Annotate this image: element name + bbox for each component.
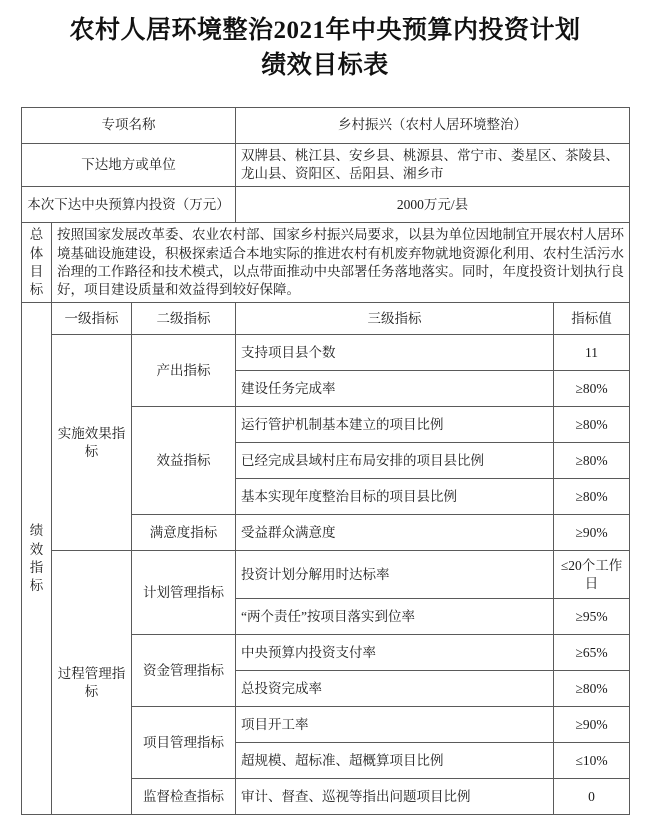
indicator-level2-project: 项目管理指标 bbox=[132, 707, 236, 779]
indicator-level3: 中央预算内投资支付率 bbox=[236, 635, 554, 671]
indicator-value: ≤20个工作日 bbox=[554, 551, 630, 599]
indicator-value: ≥80% bbox=[554, 407, 630, 443]
indicator-value: ≥80% bbox=[554, 443, 630, 479]
indicator-value: 11 bbox=[554, 335, 630, 371]
indicator-level3: 受益群众满意度 bbox=[236, 515, 554, 551]
header-level3: 三级指标 bbox=[236, 303, 554, 335]
indicator-value: ≥80% bbox=[554, 371, 630, 407]
indicator-level3: 超规模、超标准、超概算项目比例 bbox=[236, 743, 554, 779]
overall-goal-text: 按照国家发展改革委、农业农村部、国家乡村振兴局要求，以县为单位因地制宜开展农村人居环境基础设施建设，积极探索适合本地实际的推进农村有机废弃物就地资源化利用、农村生活污水治理的工作路径和技术模式，以点带面推动中央部署任务落地落实。同时，年度投资计划执行良好，项目建设质量和效益得到较好保障。 bbox=[52, 223, 630, 303]
program-name-value: 乡村振兴（农村人居环境整治） bbox=[236, 108, 630, 144]
locality-value: 双牌县、桃江县、安乡县、桃源县、常宁市、娄星区、茶陵县、龙山县、资阳区、岳阳县、湘乡市 bbox=[236, 144, 630, 187]
indicator-level3: 基本实现年度整治目标的项目县比例 bbox=[236, 479, 554, 515]
investment-value: 2000万元/县 bbox=[236, 187, 630, 223]
indicator-level2-benefit: 效益指标 bbox=[132, 407, 236, 515]
indicator-value: ≥80% bbox=[554, 671, 630, 707]
indicator-level2-supervision: 监督检查指标 bbox=[132, 779, 236, 815]
program-name-label: 专项名称 bbox=[22, 108, 236, 144]
header-level1: 一级指标 bbox=[52, 303, 132, 335]
header-value: 指标值 bbox=[554, 303, 630, 335]
indicator-level1-implementation: 实施效果指标 bbox=[52, 335, 132, 551]
indicator-value: ≥95% bbox=[554, 599, 630, 635]
indicator-level3: 项目开工率 bbox=[236, 707, 554, 743]
locality-label: 下达地方或单位 bbox=[22, 144, 236, 187]
performance-target-table bbox=[21, 107, 630, 815]
indicator-value: ≥90% bbox=[554, 515, 630, 551]
indicator-level2-output: 产出指标 bbox=[132, 335, 236, 407]
indicator-level3: 运行管护机制基本建立的项目比例 bbox=[236, 407, 554, 443]
indicator-level3: 审计、督查、巡视等指出问题项目比例 bbox=[236, 779, 554, 815]
table-row-locality bbox=[22, 144, 630, 187]
indicator-level1-process: 过程管理指标 bbox=[52, 551, 132, 815]
indicator-value: ≥90% bbox=[554, 707, 630, 743]
indicator-level3: “两个责任”按项目落实到位率 bbox=[236, 599, 554, 635]
performance-target-table-container bbox=[0, 107, 650, 815]
overall-goal-label: 总体目标 bbox=[22, 223, 52, 303]
indicator-level3: 建设任务完成率 bbox=[236, 371, 554, 407]
indicator-level3: 总投资完成率 bbox=[236, 671, 554, 707]
indicator-value: ≥65% bbox=[554, 635, 630, 671]
indicator-value: ≤10% bbox=[554, 743, 630, 779]
indicator-level2-plan: 计划管理指标 bbox=[132, 551, 236, 635]
performance-indicators-label: 绩效指标 bbox=[22, 303, 52, 815]
indicator-level3: 支持项目县个数 bbox=[236, 335, 554, 371]
indicator-level2-satisfaction: 满意度指标 bbox=[132, 515, 236, 551]
indicator-level3: 已经完成县域村庄布局安排的项目县比例 bbox=[236, 443, 554, 479]
table-row bbox=[22, 335, 630, 371]
table-row-indicator-headers bbox=[22, 303, 630, 335]
table-row bbox=[22, 551, 630, 599]
header-level2: 二级指标 bbox=[132, 303, 236, 335]
investment-label: 本次下达中央预算内投资（万元） bbox=[22, 187, 236, 223]
indicator-level2-fund: 资金管理指标 bbox=[132, 635, 236, 707]
table-row-program-name bbox=[22, 108, 630, 144]
table-row-overall-goal bbox=[22, 223, 630, 303]
page-title: 农村人居环境整治2021年中央预算内投资计划绩效目标表 bbox=[69, 17, 581, 79]
indicator-value: ≥80% bbox=[554, 479, 630, 515]
table-row-investment bbox=[22, 187, 630, 223]
indicator-value: 0 bbox=[554, 779, 630, 815]
indicator-level3: 投资计划分解用时达标率 bbox=[236, 551, 554, 599]
